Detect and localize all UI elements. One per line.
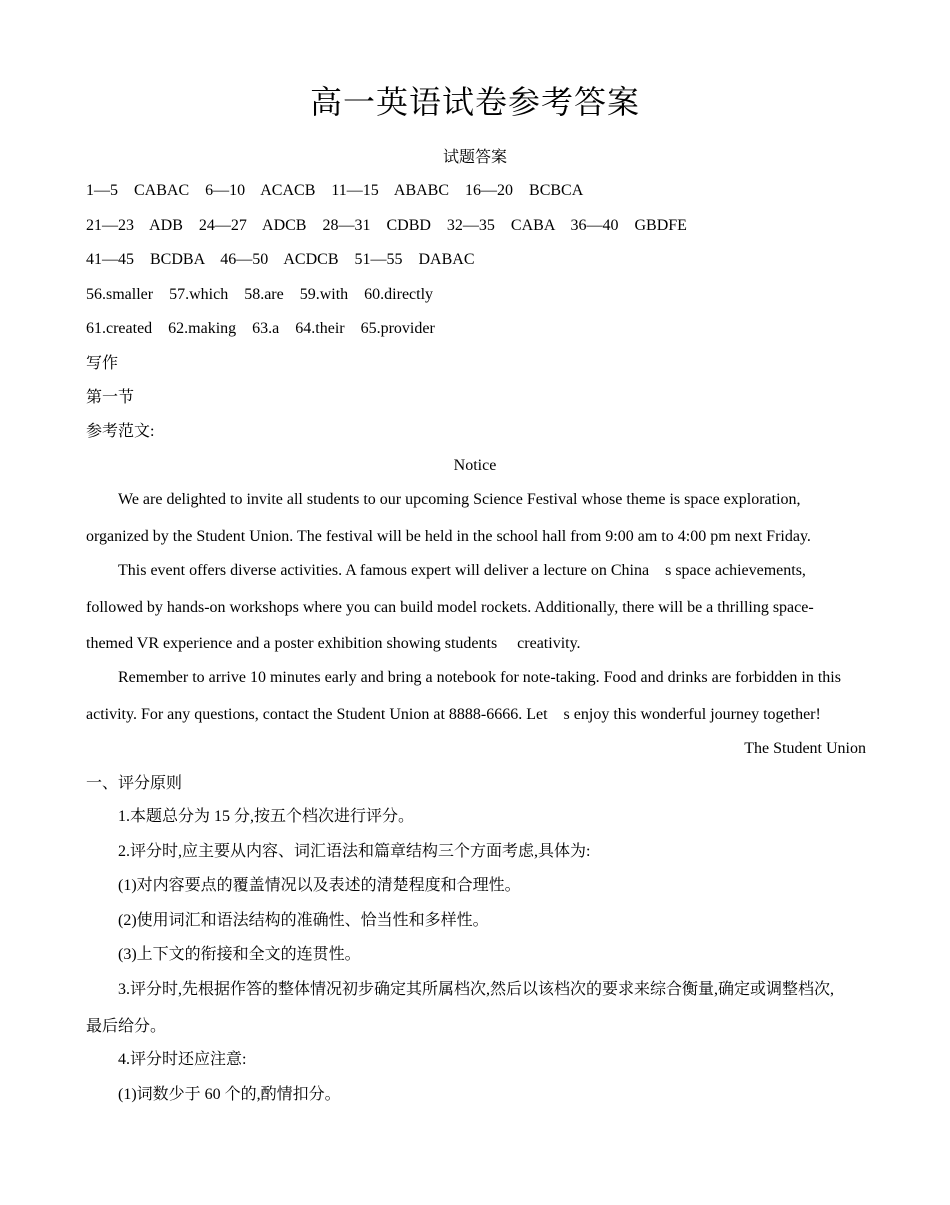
scoring-line: 2.评分时,应主要从内容、词汇语法和篇章结构三个方面考虑,具体为: (118, 843, 591, 860)
scoring-line: 3.评分时,先根据作答的整体情况初步确定其所属档次,然后以该档次的要求来综合衡量,确定或调整档次, (118, 981, 835, 998)
scoring-line: (1)对内容要点的覆盖情况以及表述的清楚程度和合理性。 (118, 877, 521, 894)
scoring-line: 1.本题总分为 15 分,按五个档次进行评分。 (118, 808, 415, 825)
notice-signature: The Student Union (744, 740, 866, 757)
notice-line: We are delighted to invite all students to our upcoming Science Festival whose theme is space exploration, (118, 491, 801, 508)
answer-row: 21—23 ADB 24—27 ADCB 28—31 CDBD 32—35 CABA 36—40 GBDFE (86, 217, 687, 234)
scoring-line: 最后给分。 (86, 1018, 167, 1035)
writing-heading: 写作 (86, 355, 119, 372)
notice-line: followed by hands-on workshops where you can build model rockets. Additionally, there will be a thrilling space- (86, 599, 814, 616)
scoring-line: (3)上下文的衔接和全文的连贯性。 (118, 946, 361, 963)
answer-row: 41—45 BCDBA 46—50 ACDCB 51—55 DABAC (86, 251, 475, 268)
answer-row: 1—5 CABAC 6—10 ACACB 11—15 ABABC 16—20 BCBCA (86, 182, 584, 199)
section-heading: 第一节 (86, 389, 135, 406)
notice-line: themed VR experience and a poster exhibition showing students creativity. (86, 635, 581, 652)
answer-row: 61.created 62.making 63.a 64.their 65.provider (86, 320, 435, 337)
notice-line: This event offers diverse activities. A famous expert will deliver a lecture on China s space achievements, (118, 562, 806, 579)
notice-line: activity. For any questions, contact the Student Union at 8888-6666. Let s enjoy this wonderful journey together! (86, 706, 821, 723)
scoring-line: (1)词数少于 60 个的,酌情扣分。 (118, 1086, 341, 1103)
notice-line: organized by the Student Union. The festival will be held in the school hall from 9:00 am to 4:00 pm next Friday. (86, 528, 811, 545)
scoring-line: 4.评分时还应注意: (118, 1051, 247, 1068)
page-title: 高一英语试卷参考答案 (309, 84, 640, 120)
scoring-heading: 一、评分原则 (86, 775, 183, 792)
scoring-line: (2)使用词汇和语法结构的准确性、恰当性和多样性。 (118, 912, 489, 929)
answer-row: 56.smaller 57.which 58.are 59.with 60.directly (86, 286, 434, 303)
answers-heading: 试题答案 (442, 149, 507, 166)
sample-label: 参考范文: (86, 423, 155, 440)
notice-line: Remember to arrive 10 minutes early and bring a notebook for note-taking. Food and drinks are forbidden in this (118, 669, 841, 686)
notice-title: Notice (453, 457, 497, 474)
